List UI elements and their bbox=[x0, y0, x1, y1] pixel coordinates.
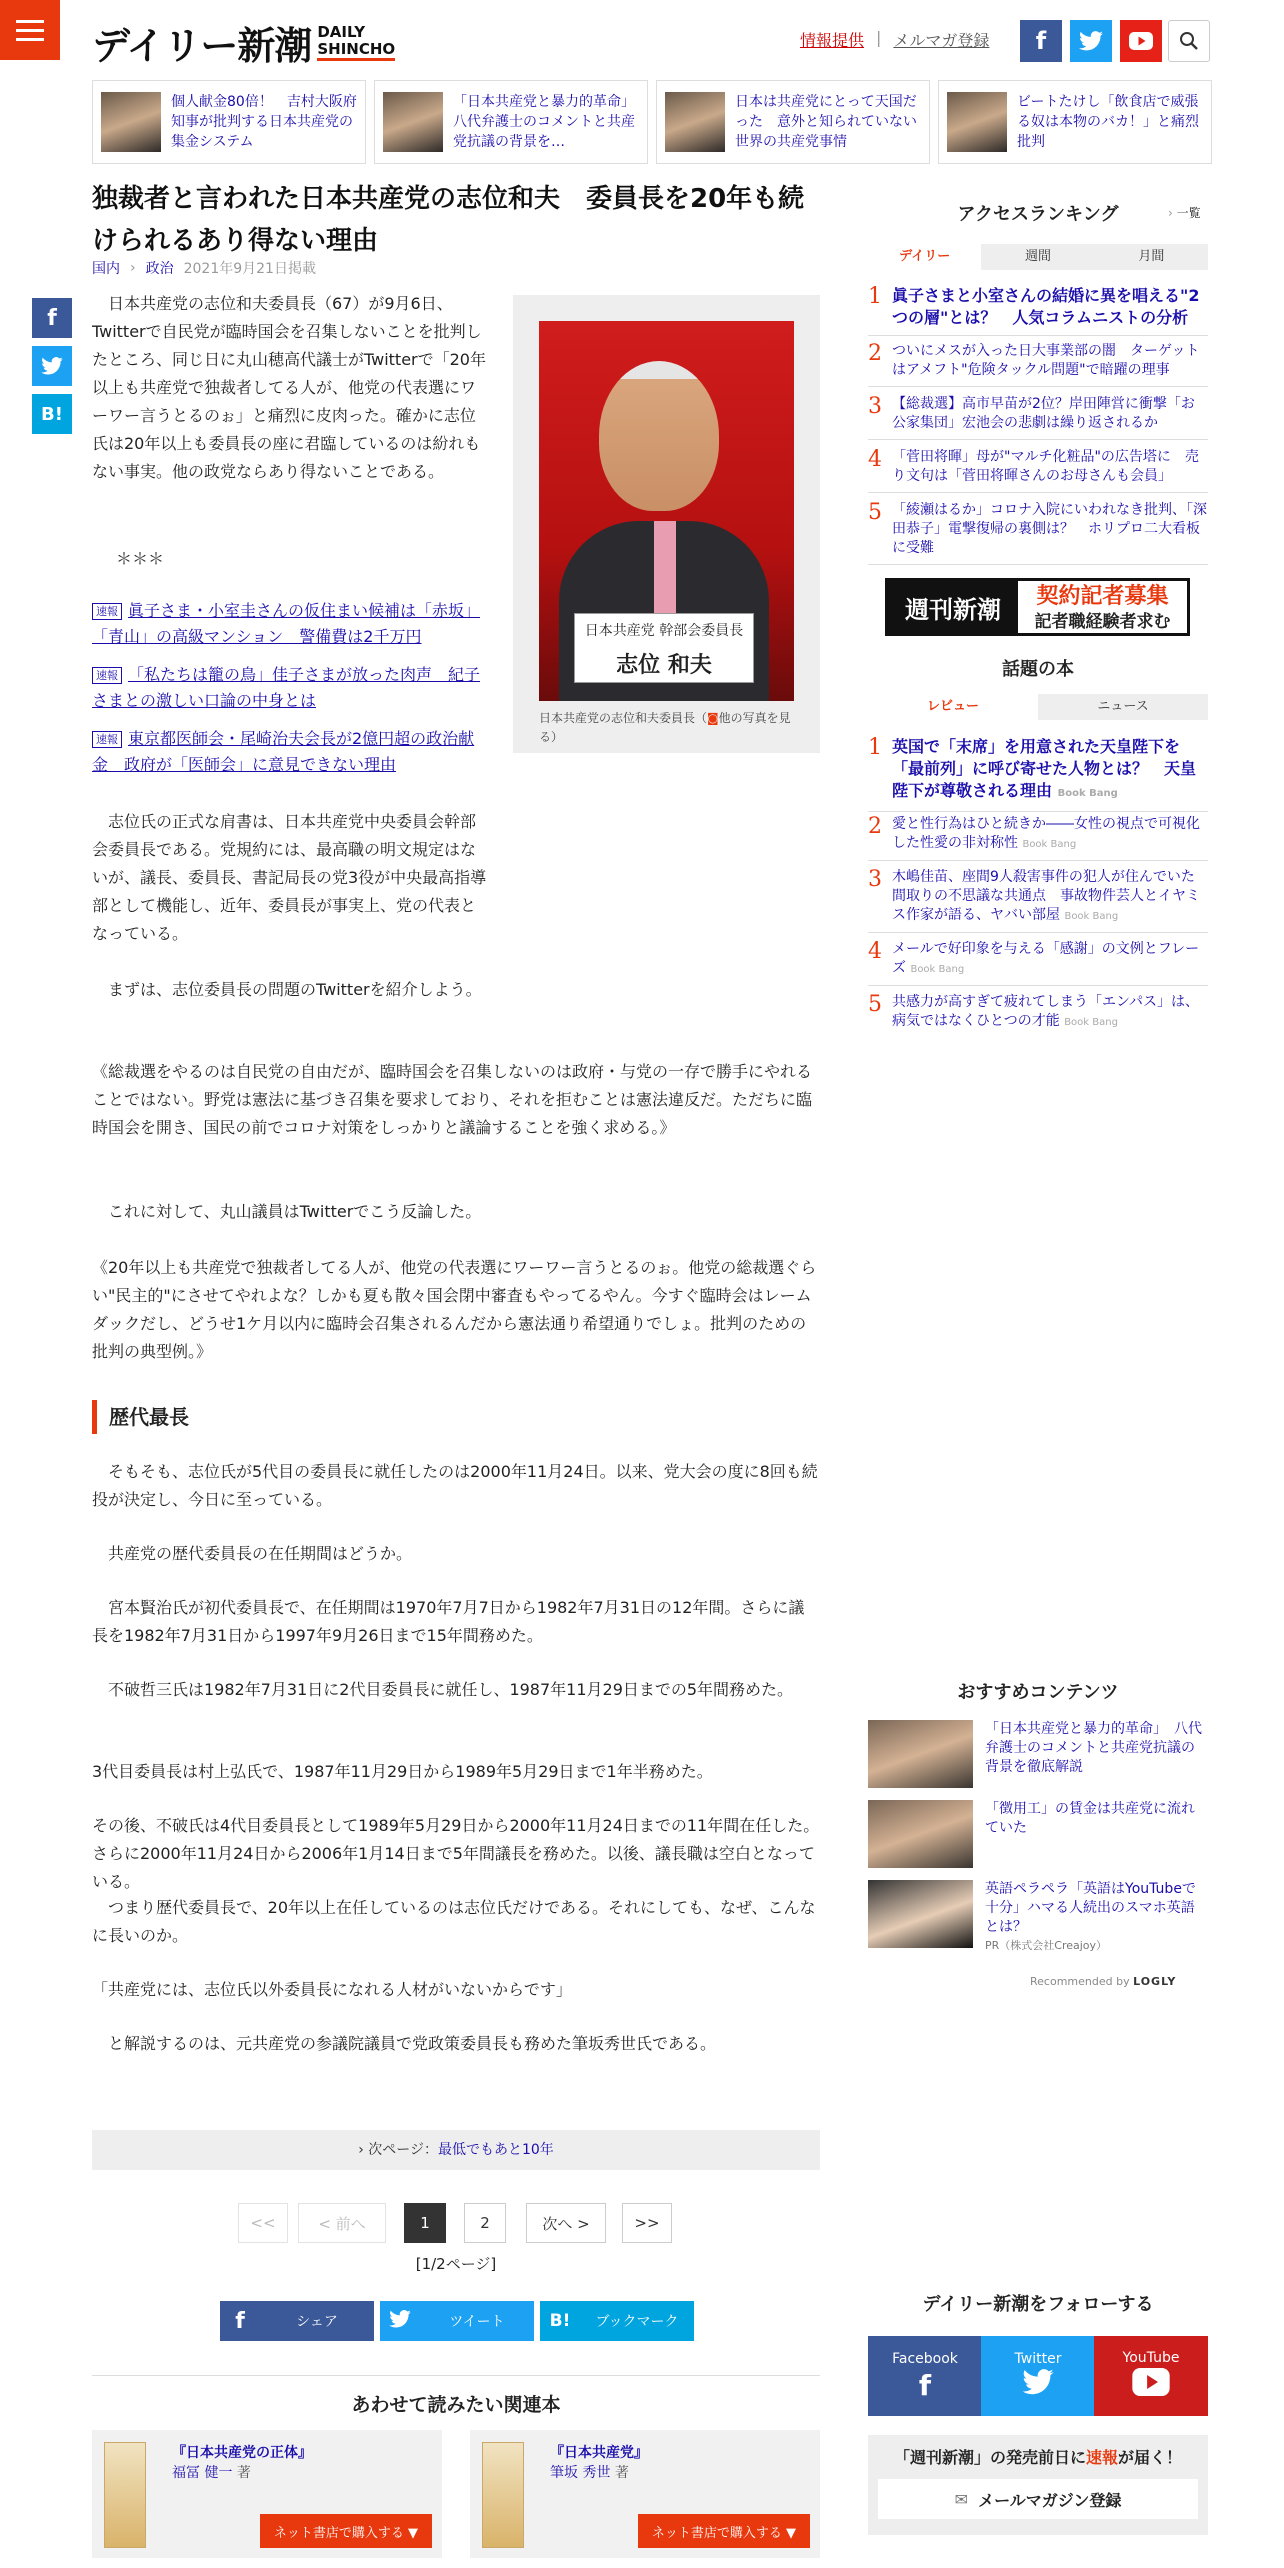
paragraph: その後、不破氏は4代目委員長として1989年5月29日から2000年11月24日までの11年間在任した。さらに2000年11月24日から2006年1月14日まで5年間議長を務めた。以後、議長職は空白となっている。 bbox=[92, 1816, 820, 1891]
hamburger-icon bbox=[16, 20, 44, 23]
related-books-heading: あわせて読みたい関連本 bbox=[92, 2375, 820, 2417]
top-card[interactable]: 日本は共産党にとって天国だった 意外と知られていない世界の共産党事情 bbox=[656, 80, 930, 164]
paragraph: つまり歴代委員長で、20年以上在任しているのは志位氏だけである。それにしても、なぜ、こんなに長いのか。 bbox=[92, 1898, 816, 1945]
card-thumbnail bbox=[383, 92, 443, 152]
ranking-heading: アクセスランキング bbox=[957, 204, 1119, 225]
pager-next[interactable]: 次へ > bbox=[526, 2203, 606, 2243]
paragraph: 3代目委員長は村上弘氏で、1987年11月29日から1989年5月29日まで1年半務めた。 bbox=[92, 1762, 713, 1781]
twitter-icon bbox=[380, 2309, 420, 2334]
paragraph: 共産党の歴代委員長の在任期間はどうか。 bbox=[108, 1544, 413, 1563]
ranking-item[interactable]: 1 眞子さまと小室さんの結婚に異を唱える"2つの層"とは？ 人気コラムニストの分析 bbox=[868, 285, 1208, 336]
site-logo[interactable]: デイリー新潮 DAILY SHINCHO bbox=[92, 22, 396, 68]
header-twitter-icon[interactable] bbox=[1070, 20, 1112, 62]
article-title: 独裁者と言われた日本共産党の志位和夫 委員長を20年も続けられるあり得ない理由 bbox=[92, 184, 805, 256]
top-card[interactable]: 「日本共産党と暴力的革命」 八代弁護士のコメントと共産党抗議の背景を… bbox=[374, 80, 648, 164]
follow-twitter[interactable]: Twitter bbox=[981, 2336, 1095, 2416]
hatena-icon: B! bbox=[549, 2311, 571, 2331]
top-card[interactable]: ビートたけし「飲食店で威張る奴は本物のバカ！」と痛烈批判 bbox=[938, 80, 1212, 164]
paragraph: 日本共産党の志位和夫委員長（67）が9月6日、Twitterで自民党が臨時国会を召集しないことを批判したところ、同じ日に丸山穂高代議士がTwitterで「20年以上も共産党で独裁者してる人が、他党の代表選にワーワー言うとるのぉ」と痛烈に皮肉った。確かに志位氏は20年以上も委員長の座に君臨しているのは紛れもない事実。他の政党ならあり得ないことである。 bbox=[92, 294, 486, 481]
crumb-politics[interactable]: 政治 bbox=[145, 261, 174, 277]
search-icon bbox=[1179, 31, 1199, 51]
article-photo[interactable] bbox=[513, 295, 820, 753]
mailmag-link[interactable]: メルマガ登録 bbox=[893, 31, 990, 50]
pager-page-1[interactable]: 1 bbox=[404, 2203, 446, 2243]
section-heading: 歴代最長 bbox=[92, 1400, 820, 1434]
related-book: 『日本共産党』 筆坂 秀世 著 ネット書店で購入する ▼ bbox=[470, 2430, 820, 2558]
book-item[interactable]: 2 愛と性行為はひと続きか――女性の視点で可視化した性愛の非対称性 Book Bang bbox=[868, 815, 1208, 861]
breaking-link[interactable]: 速報 東京都医師会・尾崎治夫会長が2億円超の政治献金 政府が「医師会」に意見できない理由 bbox=[92, 729, 475, 774]
info-link[interactable]: 情報提供 bbox=[800, 31, 865, 50]
card-thumbnail bbox=[947, 92, 1007, 152]
follow-facebook[interactable]: Facebook f bbox=[868, 2336, 982, 2416]
paragraph: 宮本賢治氏が初代委員長で、在任期間は1970年7月7日から1982年7月31日の12年間。さらに議長を1982年7月31日から1997年9月26日まで15年間務めた。 bbox=[92, 1598, 805, 1645]
tab-review[interactable]: レビュー bbox=[868, 694, 1038, 720]
facebook-icon: f bbox=[235, 2308, 245, 2334]
header-links: 情報提供 | メルマガ登録 bbox=[800, 28, 990, 50]
camera-icon: ◙ bbox=[707, 711, 719, 725]
paragraph: 「共産党には、志位氏以外委員長になれる人材がいないからです」 bbox=[92, 1980, 572, 1999]
twitter-icon bbox=[1022, 2369, 1054, 2402]
chevron-right-icon: › bbox=[130, 260, 136, 276]
menu-button[interactable] bbox=[0, 0, 60, 60]
search-button[interactable] bbox=[1168, 20, 1210, 62]
mail-signup-button[interactable]: ✉ メールマガジン登録 bbox=[878, 2479, 1198, 2519]
ranking-item[interactable]: 5 「綾瀬はるか」コロナ入院にいわれなき批判、「深田恭子」電撃復帰の裏側は？ ホリプロ二大看板に受難 bbox=[868, 501, 1208, 565]
book-item[interactable]: 3 木嶋佳苗、座間9人殺害事件の犯人が住んでいた間取りの不思議な共通点 事故物件芸人とイヤミス作家が語る、ヤバい部屋 Book Bang bbox=[868, 868, 1208, 933]
logly-logo[interactable]: LOGLY bbox=[1133, 1975, 1177, 1988]
follow-heading: デイリー新潮をフォローする bbox=[922, 2294, 1154, 2315]
facebook-icon: f bbox=[918, 2368, 932, 2402]
photo-image bbox=[539, 321, 794, 701]
share-hatena-button[interactable]: B! ブックマーク bbox=[540, 2301, 694, 2341]
book-cover[interactable] bbox=[104, 2442, 146, 2548]
page-indicator: [1/2ページ] bbox=[415, 2255, 497, 2273]
popular-books-heading: 話題の本 bbox=[1002, 659, 1074, 680]
tab-monthly[interactable]: 月間 bbox=[1095, 244, 1208, 270]
paragraph: これに対して、丸山議員はTwitterでこう反論した。 bbox=[108, 1202, 482, 1221]
photo-caption: 日本共産党の志位和夫委員長（◙他の写真を見る） bbox=[539, 711, 791, 744]
breaking-link[interactable]: 速報 「私たちは籠の鳥」佳子さまが放った肉声 紀子さまとの激しい口論の中身とは bbox=[92, 665, 481, 710]
book-title[interactable]: 『日本共産党の正体』 bbox=[172, 2445, 312, 2461]
related-book: 『日本共産党の正体』 福冨 健一 著 ネット書店で購入する ▼ bbox=[92, 2430, 442, 2558]
crumb-domestic[interactable]: 国内 bbox=[92, 261, 120, 277]
mail-signup-box: 「週刊新潮」の発売前日に速報が届く！ ✉ メールマガジン登録 bbox=[868, 2435, 1208, 2535]
ranking-item[interactable]: 3 【総裁選】高市早苗が2位？岸田陣営に衝撃「お公家集団」宏池会の悲劇は繰り返されるか bbox=[868, 395, 1208, 440]
pager-last[interactable]: >> bbox=[622, 2203, 672, 2243]
youtube-icon bbox=[1131, 2368, 1171, 2403]
ranking-tabs bbox=[868, 244, 1208, 270]
breaking-link[interactable]: 速報 眞子さま・小室圭さんの仮住まい候補は「赤坂」「青山」の高級マンション 警備費は2千万円 bbox=[92, 601, 481, 646]
recommend-thumbnail bbox=[868, 1880, 973, 1948]
next-page-link[interactable]: › 次ページ：最低でもあと10年 bbox=[92, 2130, 820, 2170]
more-photos-link[interactable]: 他の写真を見る） bbox=[539, 711, 791, 744]
quote-paragraph: 《総裁選をやるのは自民党の自由だが、臨時国会を召集しないのは政府・与党の一存で勝手にやれることではない。野党は憲法に基づき召集を要求しており、それを拒むことは憲法違反だ。ただちに臨時国会を開き、国民の前でコロナ対策をしっかりと議論することを強く求める。》 bbox=[92, 1062, 813, 1137]
quote-paragraph: 《20年以上も共産党で独裁者してる人が、他党の代表選にワーワー言うとるのぉ。他党の総裁選ぐらい"民主的"にさせてやれよな？しかも夏も散々国会閉中審査もやってるやん。今すぐ臨時会はレームダックだし、どうせ1ケ月以内に臨時会召集されるんだから憲法通り希望通りでしょ。批判のための批判の典型例。》 bbox=[92, 1258, 817, 1361]
recommend-heading: おすすめコンテンツ bbox=[957, 1682, 1119, 1703]
paragraph: そもそも、志位氏が5代目の委員長に就任したのは2000年11月24日。以来、党大会の度に8回も続投が決定し、今日に至っている。 bbox=[92, 1462, 818, 1509]
ranking-item[interactable]: 4 「菅田将暉」母が"マルチ化粧品"の広告塔に 売り文句は「菅田将暉さんのお母さんも会員」 bbox=[868, 448, 1208, 493]
book-title[interactable]: 『日本共産党』 bbox=[550, 2445, 648, 2461]
tab-news[interactable]: ニュース bbox=[1038, 694, 1208, 720]
paragraph: まずは、志位委員長の問題のTwitterを紹介しよう。 bbox=[108, 980, 482, 999]
paragraph: 志位氏の正式な肩書は、日本共産党中央委員会幹部会委員長である。党規約には、最高職の明文規定はないが、議長、委員長、書記局長の党3役が中央最高指導部として機能し、近年、委員長が事実上、党の代表となっている。 bbox=[92, 812, 487, 943]
buy-button[interactable]: ネット書店で購入する ▼ bbox=[260, 2514, 432, 2548]
side-hatena-bookmark[interactable]: B! bbox=[32, 394, 72, 434]
ranking-all-link[interactable]: › 一覧 bbox=[1168, 206, 1201, 220]
header-facebook-icon[interactable]: f bbox=[1020, 20, 1062, 62]
recommended-by: Recommended by LOGLY bbox=[1030, 1975, 1177, 1988]
podium-nameplate: 日本共産党 幹部会委員長 志位 和夫 bbox=[574, 613, 754, 683]
mail-icon: ✉ bbox=[954, 2489, 969, 2509]
book-tabs bbox=[868, 694, 1208, 720]
pager-first[interactable]: << bbox=[238, 2203, 288, 2243]
paragraph: と解説するのは、元共産党の参議院議員で党政策委員長も務めた筆坂秀世氏である。 bbox=[108, 2034, 717, 2053]
top-card[interactable]: 個人献金80倍！ 吉村大阪府知事が批判する日本共産党の集金システム bbox=[92, 80, 366, 164]
card-thumbnail bbox=[665, 92, 725, 152]
book-item[interactable]: 1 英国で「末席」を用意された天皇陛下を「最前列」に呼び寄せた人物とは？ 天皇陛下が尊敬される理由 Book Bang bbox=[868, 736, 1208, 812]
publish-date: 2021年9月21日掲載 bbox=[183, 261, 316, 277]
side-twitter-share[interactable] bbox=[32, 346, 72, 386]
recruit-banner[interactable]: 週刊新潮 契約記者募集 記者職経験者求む bbox=[885, 578, 1190, 636]
tab-weekly[interactable]: 週間 bbox=[981, 244, 1094, 270]
pager-prev[interactable]: < 前へ bbox=[298, 2203, 386, 2243]
header-youtube-icon[interactable] bbox=[1120, 20, 1162, 62]
book-item[interactable]: 4 メールで好印象を与える「感謝」の文例とフレーズ Book Bang bbox=[868, 940, 1208, 986]
ranking-item[interactable]: 2 ついにメスが入った日大事業部の闇 ターゲットはアメフト"危険タックル問題"で暗躍の理事 bbox=[868, 342, 1208, 387]
pager-page-2[interactable]: 2 bbox=[464, 2203, 506, 2243]
card-thumbnail bbox=[101, 92, 161, 152]
recommend-item[interactable]: 「徴用工」の賃金は共産党に流れていた bbox=[868, 1800, 1208, 1868]
buy-button[interactable]: ネット書店で購入する ▼ bbox=[638, 2514, 810, 2548]
recommend-thumbnail bbox=[868, 1720, 973, 1788]
share-facebook-button[interactable]: f シェア bbox=[220, 2301, 374, 2341]
side-facebook-share[interactable]: f bbox=[32, 298, 72, 338]
breadcrumb bbox=[92, 258, 316, 278]
paragraph: 不破哲三氏は1982年7月31日に2代目委員長に就任し、1987年11月29日までの5年間務めた。 bbox=[108, 1680, 794, 1699]
separator-stars: ＊＊＊ bbox=[116, 549, 165, 568]
follow-youtube[interactable]: YouTube bbox=[1094, 2336, 1208, 2416]
recommend-item[interactable]: 英語ペラペラ「英語はYouTubeで十分」ハマる人続出のスマホ英語とは？ PR（株式会社Creajoy） bbox=[868, 1880, 1208, 1953]
recommend-thumbnail bbox=[868, 1800, 973, 1868]
recommend-item[interactable]: 「日本共産党と暴力的革命」 八代弁護士のコメントと共産党抗議の背景を徹底解説 bbox=[868, 1720, 1208, 1788]
share-twitter-button[interactable]: ツイート bbox=[380, 2301, 534, 2341]
book-cover[interactable] bbox=[482, 2442, 524, 2548]
tab-daily[interactable]: デイリー bbox=[868, 244, 981, 270]
book-item[interactable]: 5 共感力が高すぎて疲れてしまう「エンパス」は、病気ではなくひとつの才能 Book Bang bbox=[868, 992, 1200, 1029]
